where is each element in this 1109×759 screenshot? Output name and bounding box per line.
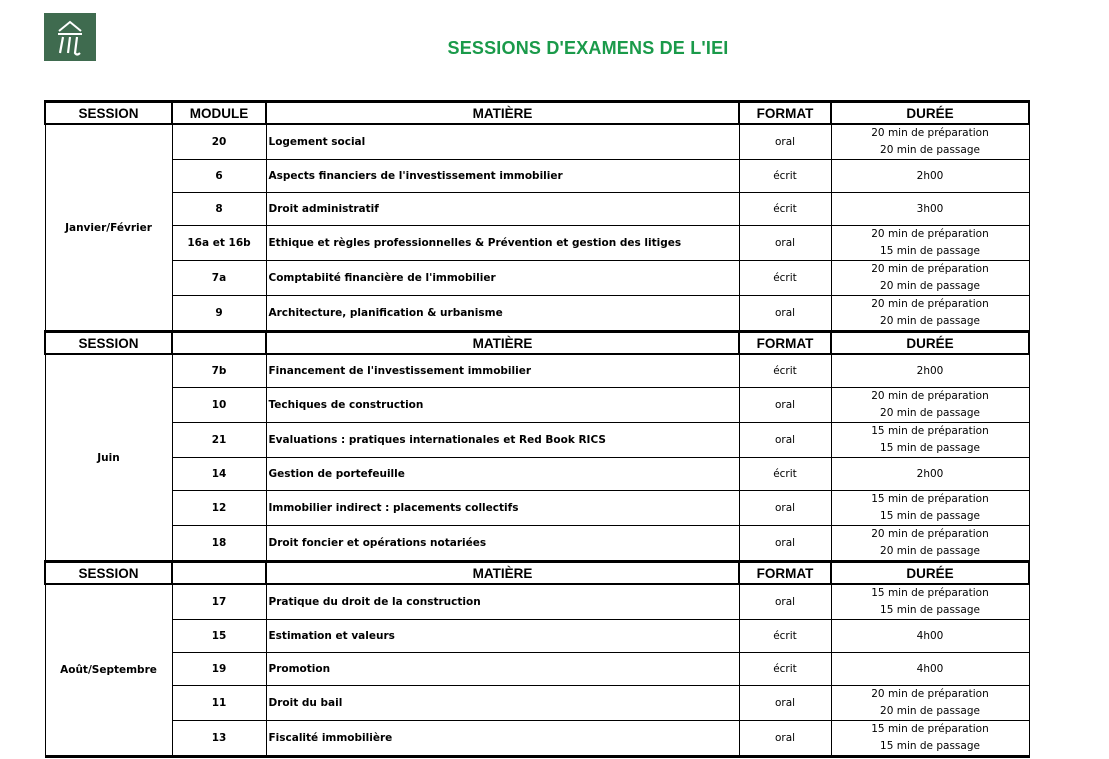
duree-cell	[831, 226, 1029, 261]
duree-line: 20 min de préparation	[871, 263, 989, 275]
matiere-cell: Architecture, planification & urbanisme	[266, 296, 739, 332]
duree-line: 2h00	[916, 467, 944, 480]
format-cell: oral	[739, 226, 831, 261]
matiere-cell: Droit administratif	[266, 193, 739, 226]
module-cell: 8	[172, 193, 266, 226]
format-cell: oral	[739, 526, 831, 562]
module-cell: 20	[172, 124, 266, 160]
matiere-cell: Evaluations : pratiques internationales et Red Book RICS	[266, 423, 739, 458]
module-cell: 7b	[172, 354, 266, 388]
matiere-cell: Promotion	[266, 653, 739, 686]
duree-cell	[831, 193, 1029, 226]
matiere-cell: Financement de l'investissement immobilier	[266, 354, 739, 388]
table-row	[45, 620, 1029, 653]
module-cell: 9	[172, 296, 266, 332]
format-cell: oral	[739, 388, 831, 423]
duree-line: 15 min de passage	[880, 604, 980, 616]
matiere-cell: Ethique et règles professionnelles & Prévention et gestion des litiges	[266, 226, 739, 261]
module-cell: 15	[172, 620, 266, 653]
header-module	[172, 332, 266, 355]
duree-cell	[831, 526, 1029, 562]
format-cell: oral	[739, 491, 831, 526]
header-duree: DURÉE	[831, 332, 1029, 355]
header-format: FORMAT	[739, 562, 831, 585]
matiere-cell: Immobilier indirect : placements collectifs	[266, 491, 739, 526]
format-cell: oral	[739, 423, 831, 458]
module-cell: 16a et 16b	[172, 226, 266, 261]
module-cell: 12	[172, 491, 266, 526]
duree-cell	[831, 458, 1029, 491]
module-cell: 21	[172, 423, 266, 458]
duree-line: 15 min de passage	[880, 245, 980, 257]
module-cell: 17	[172, 584, 266, 620]
duree-line: 15 min de préparation	[871, 425, 989, 437]
header-module: MODULE	[172, 102, 266, 125]
table-row	[45, 584, 1029, 620]
duree-cell	[831, 686, 1029, 721]
matiere-cell: Aspects financiers de l'investissement immobilier	[266, 160, 739, 193]
header-matiere: MATIÈRE	[266, 562, 739, 585]
duree-cell	[831, 160, 1029, 193]
duree-cell	[831, 584, 1029, 620]
duree-cell	[831, 354, 1029, 388]
duree-line: 20 min de préparation	[871, 228, 989, 240]
table-row	[45, 193, 1029, 226]
header-format: FORMAT	[739, 102, 831, 125]
table-row	[45, 491, 1029, 526]
duree-line: 20 min de préparation	[871, 528, 989, 540]
format-cell: oral	[739, 584, 831, 620]
header-duree: DURÉE	[831, 102, 1029, 125]
page-title: SESSIONS D'EXAMENS DE L'IEI	[447, 38, 729, 58]
format-cell: oral	[739, 296, 831, 332]
duree-cell	[831, 124, 1029, 160]
format-cell: écrit	[739, 620, 831, 653]
header-module	[172, 562, 266, 585]
module-cell: 11	[172, 686, 266, 721]
header-matiere: MATIÈRE	[266, 102, 739, 125]
table-row	[45, 686, 1029, 721]
duree-line: 15 min de passage	[880, 740, 980, 752]
duree-line: 20 min de passage	[880, 545, 980, 557]
format-cell: oral	[739, 721, 831, 757]
duree-cell	[831, 620, 1029, 653]
duree-line: 20 min de préparation	[871, 127, 989, 139]
table-row	[45, 526, 1029, 562]
table-row	[45, 721, 1029, 757]
duree-cell	[831, 653, 1029, 686]
table-row	[45, 296, 1029, 332]
duree-line: 4h00	[916, 629, 944, 642]
duree-line: 20 min de préparation	[871, 298, 989, 310]
duree-line: 15 min de préparation	[871, 493, 989, 505]
table-row	[45, 423, 1029, 458]
matiere-cell: Techiques de construction	[266, 388, 739, 423]
table-row	[45, 388, 1029, 423]
duree-line: 20 min de passage	[880, 705, 980, 717]
duree-line: 20 min de passage	[880, 144, 980, 156]
module-cell: 7a	[172, 261, 266, 296]
table-row	[45, 261, 1029, 296]
table-row	[45, 354, 1029, 388]
format-cell: écrit	[739, 160, 831, 193]
format-cell: écrit	[739, 653, 831, 686]
duree-line: 20 min de passage	[880, 407, 980, 419]
module-cell: 6	[172, 160, 266, 193]
format-cell: écrit	[739, 193, 831, 226]
table-row	[45, 653, 1029, 686]
duree-line: 4h00	[916, 662, 944, 675]
matiere-cell: Droit foncier et opérations notariées	[266, 526, 739, 562]
header-row	[45, 332, 1029, 355]
format-cell: oral	[739, 686, 831, 721]
matiere-cell: Fiscalité immobilière	[266, 721, 739, 757]
duree-cell	[831, 296, 1029, 332]
duree-cell	[831, 491, 1029, 526]
exam-sessions-table	[44, 100, 1028, 752]
table-row	[45, 226, 1029, 261]
duree-line: 20 min de préparation	[871, 688, 989, 700]
matiere-cell: Estimation et valeurs	[266, 620, 739, 653]
duree-cell	[831, 388, 1029, 423]
duree-line: 2h00	[916, 364, 944, 377]
format-cell: écrit	[739, 261, 831, 296]
header-row	[45, 562, 1029, 585]
module-cell: 19	[172, 653, 266, 686]
header-format: FORMAT	[739, 332, 831, 355]
duree-cell	[831, 261, 1029, 296]
duree-line: 15 min de préparation	[871, 723, 989, 735]
duree-cell	[831, 721, 1029, 757]
header-session: SESSION	[45, 332, 172, 355]
duree-line: 15 min de passage	[880, 442, 980, 454]
matiere-cell: Gestion de portefeuille	[266, 458, 739, 491]
table-row	[45, 458, 1029, 491]
matiere-cell: Droit du bail	[266, 686, 739, 721]
module-cell: 14	[172, 458, 266, 491]
table-row	[45, 160, 1029, 193]
matiere-cell: Comptabiité financière de l'immobilier	[266, 261, 739, 296]
duree-line: 3h00	[916, 202, 944, 215]
duree-line: 15 min de passage	[880, 510, 980, 522]
header-matiere: MATIÈRE	[266, 332, 739, 355]
duree-cell	[831, 423, 1029, 458]
module-cell: 13	[172, 721, 266, 757]
table-row	[45, 124, 1029, 160]
format-cell: écrit	[739, 354, 831, 388]
module-cell: 10	[172, 388, 266, 423]
session-name: Juin	[45, 354, 172, 562]
matiere-cell: Pratique du droit de la construction	[266, 584, 739, 620]
duree-line: 2h00	[916, 169, 944, 182]
duree-line: 20 min de passage	[880, 280, 980, 292]
duree-line: 20 min de préparation	[871, 390, 989, 402]
duree-line: 20 min de passage	[880, 315, 980, 327]
header-row	[45, 102, 1029, 125]
header-session: SESSION	[45, 562, 172, 585]
duree-line: 15 min de préparation	[871, 587, 989, 599]
session-name: Août/Septembre	[45, 584, 172, 757]
module-cell: 18	[172, 526, 266, 562]
header-session: SESSION	[45, 102, 172, 125]
format-cell: écrit	[739, 458, 831, 491]
header-duree: DURÉE	[831, 562, 1029, 585]
format-cell: oral	[739, 124, 831, 160]
session-name: Janvier/Février	[45, 124, 172, 332]
matiere-cell: Logement social	[266, 124, 739, 160]
